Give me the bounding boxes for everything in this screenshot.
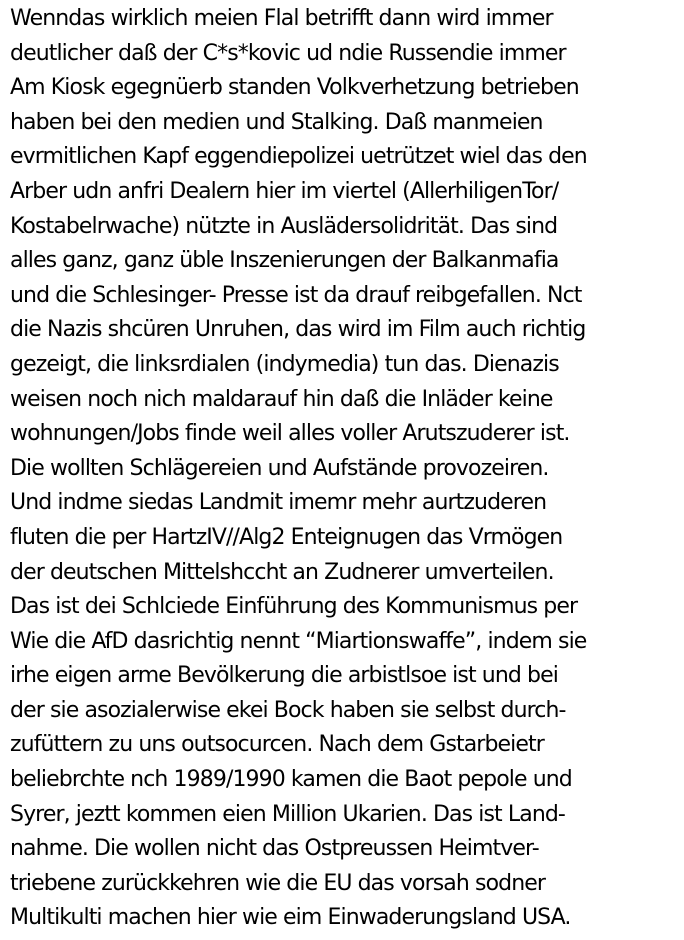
text-line: fluten die per HartzIV//Alg2 Enteignugen das Vrmögen bbox=[10, 524, 563, 550]
text-line: die Nazis shcüren Unruhen, das wird im Film auch richtig bbox=[10, 317, 586, 343]
text-line: Syrer, jeztt kommen eien Million Ukarien. Das ist Land- bbox=[10, 801, 565, 827]
text-line: Wenndas wirklich meien Flal betrifft dann wird immer bbox=[10, 6, 553, 31]
text-line: haben bei den medien und Stalking. Daß manmeien bbox=[10, 109, 543, 135]
text-line: gezeigt, die linksrdialen (indymedia) tun das. Dienazis bbox=[10, 351, 559, 377]
text-line: evrmitlichen Kapf eggendiepolizei uetrützet wiel das den bbox=[10, 144, 587, 170]
text-line: alles ganz, ganz üble Inszenierungen der Balkanmafia bbox=[10, 248, 559, 274]
text-line: Arber udn anfri Dealern hier im viertel (AllerhiligenTor/ bbox=[10, 178, 559, 204]
text-line: deutlicher daß der C*s*kovic ud ndie Russendie immer bbox=[10, 40, 566, 66]
text-line: triebene zurückkehren wie die EU das vorsah sodner bbox=[10, 870, 546, 896]
text-line: der sie asozialerwise ekei Bock haben sie selbst durch- bbox=[10, 697, 566, 723]
text-line: wohnungen/Jobs finde weil alles voller Arutszuderer ist. bbox=[10, 421, 570, 447]
text-line: Wie die AfD dasrichtig nennt “Miartionswaffe”, indem sie bbox=[10, 628, 587, 654]
body-text bbox=[10, 2, 680, 936]
text-line: Das ist dei Schlciede Einführung des Kommunismus per bbox=[10, 594, 578, 620]
text-line: Kostabelrwache) nützte in Auslädersolidrität. Das sind bbox=[10, 213, 558, 239]
text-line: beliebrchte nch 1989/1990 kamen die Baot pepole und bbox=[10, 767, 572, 793]
text-line: der deutschen Mittelshccht an Zudnerer umverteilen. bbox=[10, 559, 554, 585]
text-line: Multikulti machen hier wie eim Einwaderungsland USA. bbox=[10, 905, 571, 931]
text-line: irhe eigen arme Bevölkerung die arbistlsoe ist und bei bbox=[10, 663, 558, 689]
text-line: Die wollten Schlägereien und Aufstände provozeiren. bbox=[10, 455, 549, 481]
text-line: Und indme siedas Landmit imemr mehr aurtzuderen bbox=[10, 490, 547, 516]
text-line: nahme. Die wollen nicht das Ostpreussen Heimtver- bbox=[10, 836, 539, 862]
text-line: weisen noch nich maldarauf hin daß die Inläder keine bbox=[10, 386, 553, 412]
text-line: zufüttern zu uns outsocurcen. Nach dem Gstarbeietr bbox=[10, 732, 544, 758]
text-line: Am Kiosk egegnüerb standen Volkverhetzung betrieben bbox=[10, 75, 579, 101]
text-line: und die Schlesinger- Presse ist da drauf reibgefallen. Nct bbox=[10, 282, 582, 308]
